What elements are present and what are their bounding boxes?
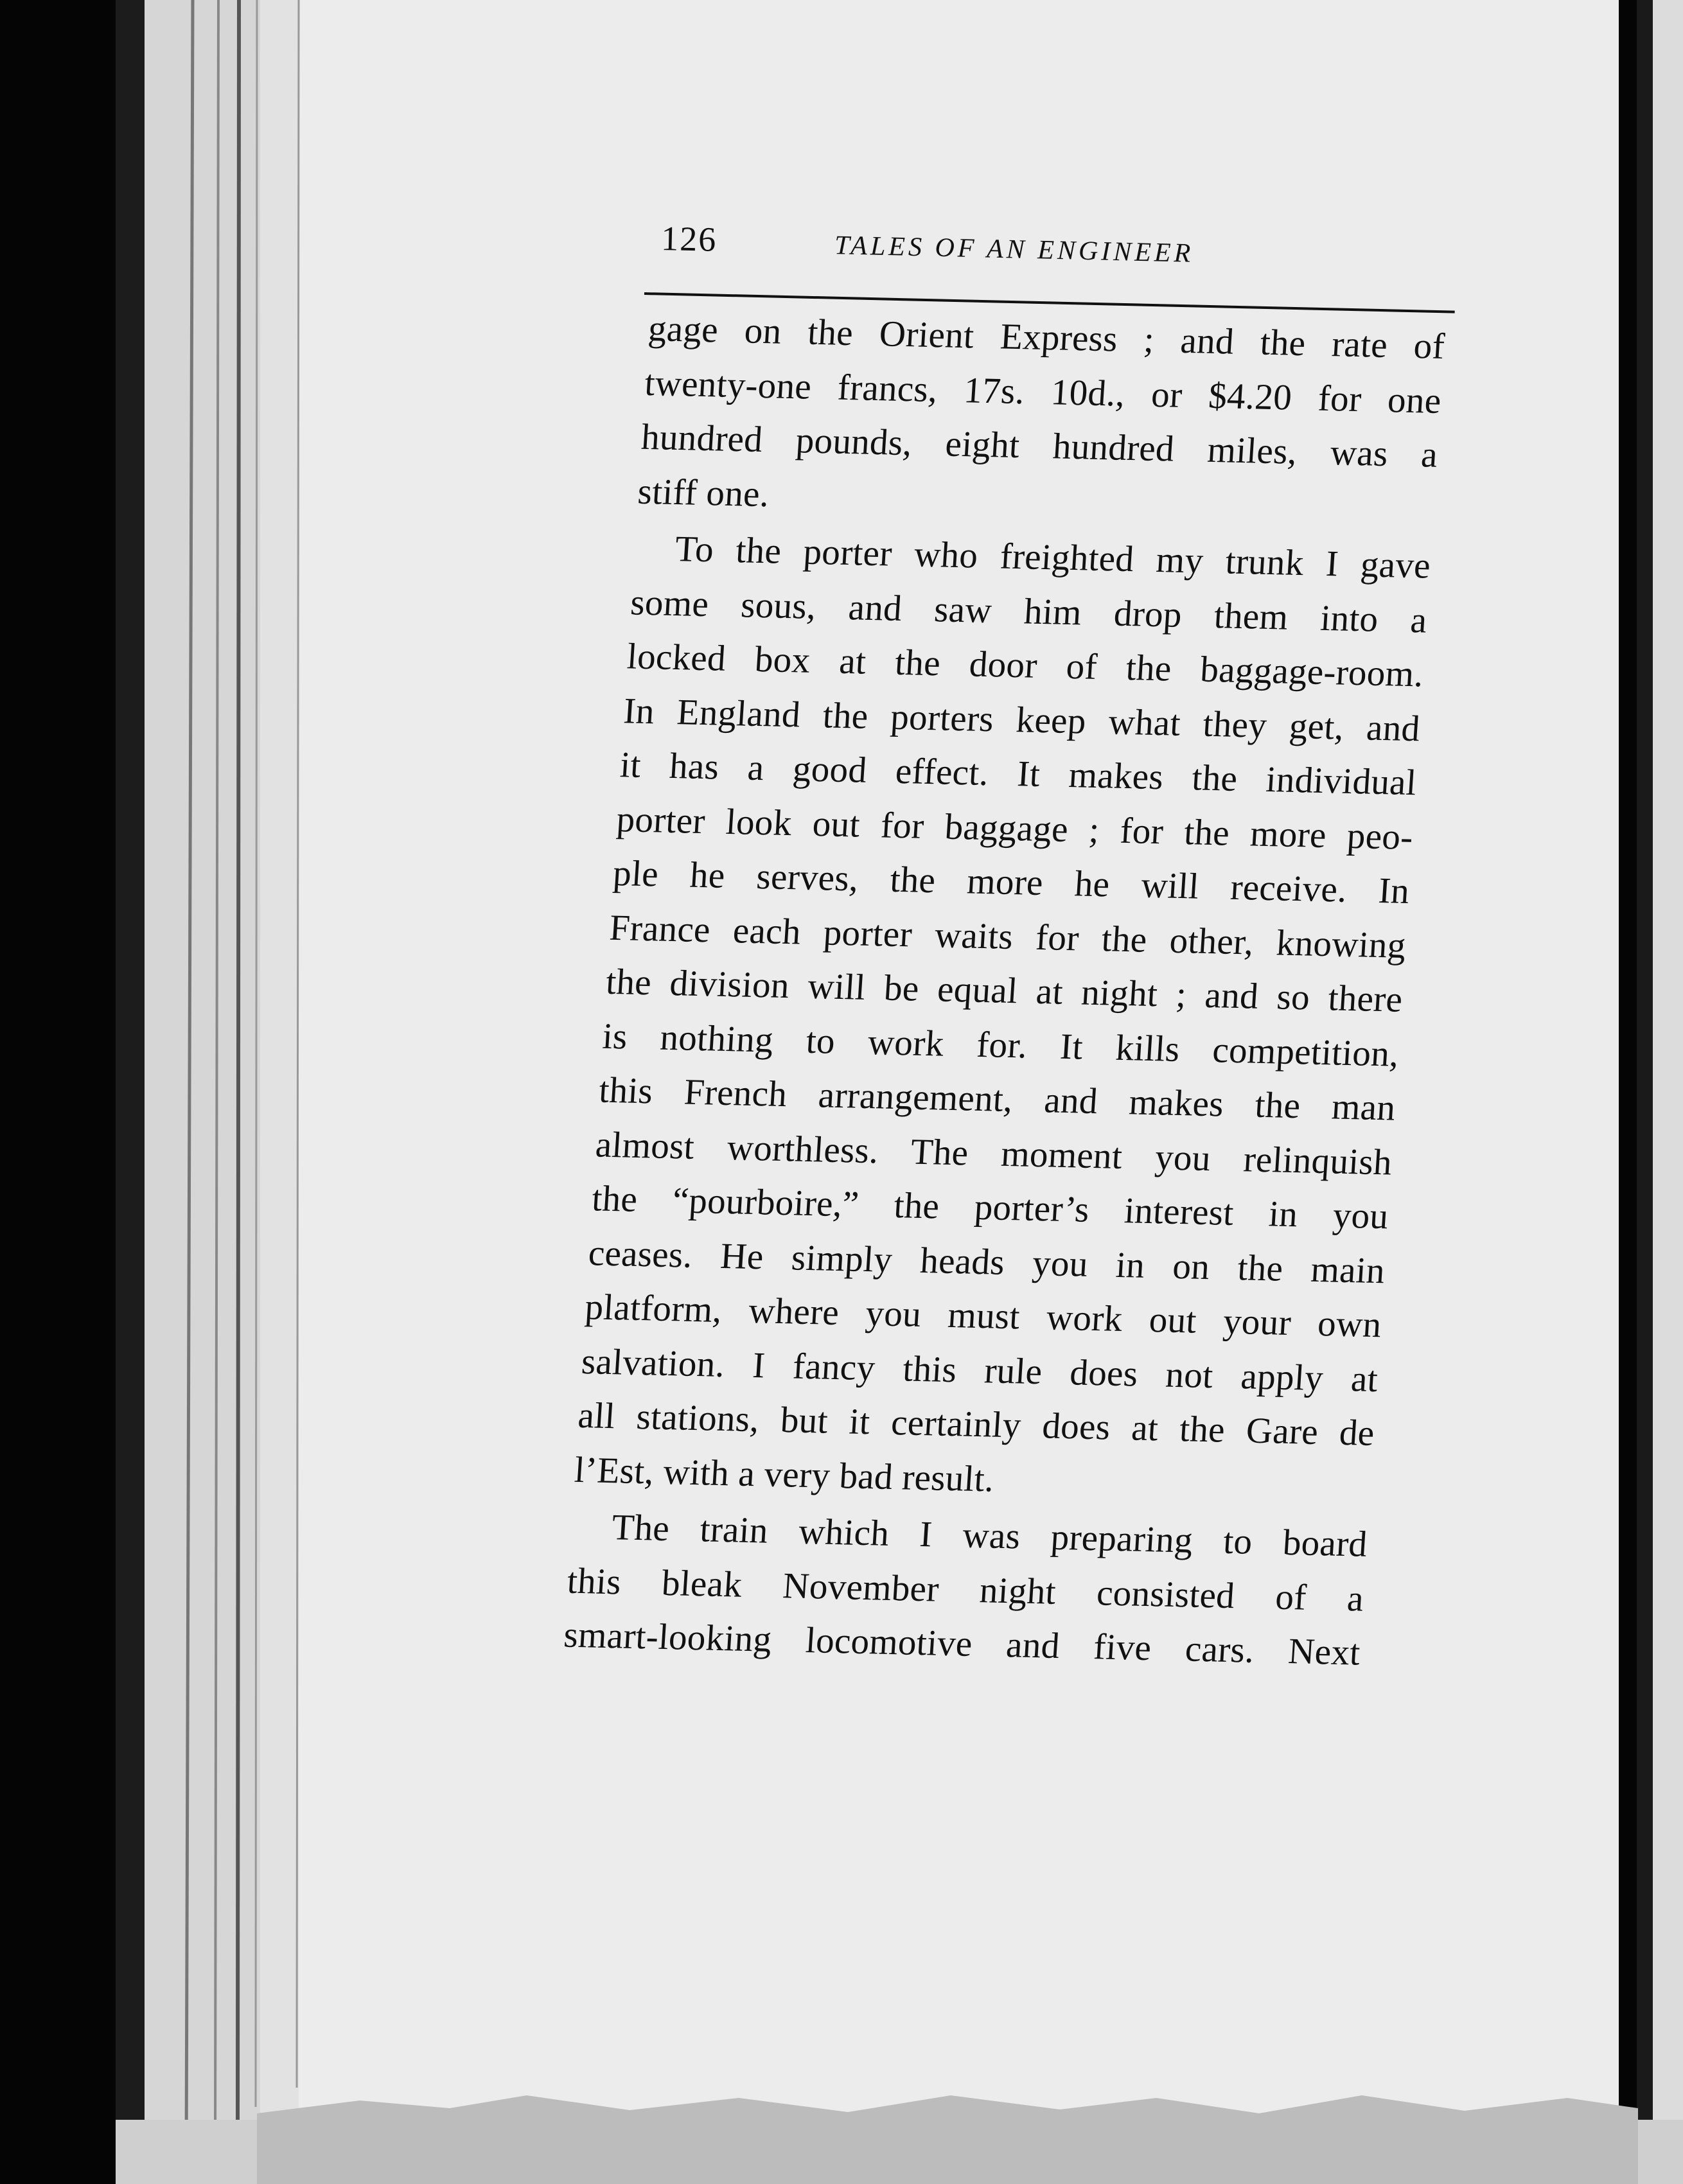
- torn-bottom-edge: [257, 2095, 1638, 2184]
- body-text: [562, 302, 1447, 1680]
- text-line: the “pourboire,” the porter’s interest in you: [590, 1178, 1390, 1237]
- left-page-stack: [145, 0, 260, 2184]
- text-line: smart-looking locomotive and five cars. Next: [562, 1614, 1362, 1673]
- text-line: gage on the Orient Express ; and the rate of: [647, 308, 1447, 367]
- text-line: it has a good effect. It makes the individual: [619, 744, 1418, 804]
- left-binding: [0, 0, 116, 2184]
- page-edge-line: [256, 0, 257, 2107]
- text-line: is nothing to work for. It kills competition,: [601, 1016, 1400, 1075]
- paragraph: [573, 522, 1432, 1515]
- right-page-edge: [1637, 0, 1653, 2184]
- inner-page-edge: [260, 0, 299, 2184]
- text-line: The train which I was preparing to board: [610, 1507, 1369, 1565]
- running-title: TALES OF AN ENGINEER: [834, 231, 1194, 269]
- text-line: this French arrangement, and makes the man: [597, 1070, 1397, 1129]
- text-line: almost worthless. The moment you relinquish: [594, 1123, 1393, 1183]
- text-line: salvation. I fancy this rule does not apply at: [580, 1341, 1380, 1400]
- paragraph: [562, 1500, 1369, 1680]
- page-edge-line: [238, 0, 239, 2120]
- page-number: 126: [660, 218, 718, 259]
- text-line: this bleak November night consisted of a: [566, 1560, 1365, 1619]
- text-line: platform, where you must work out your own: [583, 1287, 1383, 1346]
- text-line: twenty-one francs, 17s. 10d., or $4.20 for one: [643, 362, 1443, 421]
- text-line: hundred pounds, eight hundred miles, was a: [640, 416, 1440, 475]
- paragraph: [636, 302, 1447, 537]
- text-line: some sous, and saw him drop them into a: [629, 581, 1429, 641]
- text-line: To the porter who freighted my trunk I gave: [674, 529, 1432, 586]
- right-page-sliver: [1653, 0, 1683, 2184]
- text-line: all stations, but it certainly does at the Gare de: [576, 1395, 1376, 1454]
- text-line: porter look out for baggage ; for the more peo-: [615, 798, 1414, 858]
- text-line: ceases. He simply heads you in on the main: [587, 1232, 1386, 1291]
- text-line: stiff one.: [636, 471, 771, 515]
- text-line: locked box at the door of the baggage-room.: [626, 636, 1425, 695]
- text-line: In England the porters keep what they get, and: [622, 690, 1422, 749]
- text-line: ple he serves, the more he will receive. In: [612, 852, 1411, 912]
- text-line: France each porter waits for the other, knowing: [608, 907, 1407, 966]
- text-line: l’Est, with a very bad result.: [573, 1449, 996, 1500]
- text-line: the division will be equal at night ; and so there: [604, 961, 1404, 1020]
